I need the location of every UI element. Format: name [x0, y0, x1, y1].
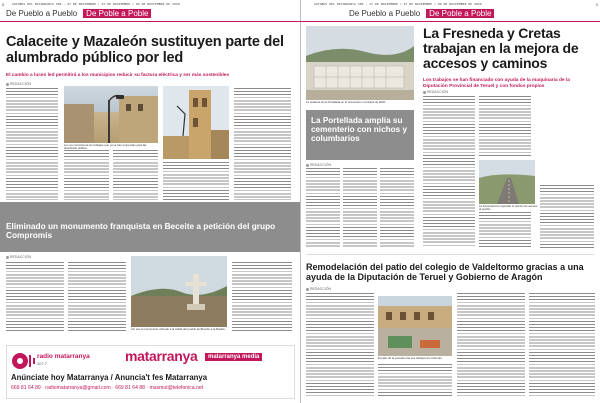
body-text-column [378, 364, 452, 397]
road-photo [479, 160, 535, 204]
article-headline: La Portellada amplía su cementerio con nichos y columbarios [311, 116, 408, 144]
radio-frequency: 107.7 [37, 361, 48, 366]
section-primary: De Pueblo a Pueblo [349, 9, 421, 18]
section-header [349, 7, 494, 20]
body-text-column [64, 150, 109, 200]
section-secondary: De Poble a Poble [426, 9, 494, 18]
body-text-column [163, 162, 229, 200]
article-headline: Eliminado un monumento franquista en Beceite a petición del grupo Compromís [6, 221, 276, 241]
article-headline: La Fresneda y Cretas trabajan en la mejora de accesos y caminos [423, 25, 579, 72]
body-text-column [529, 293, 595, 397]
tower-photo [163, 86, 229, 159]
photo-caption: La Fresneda ha mejorado el camino de acceso al pueblo. [479, 204, 538, 212]
article-subhead: Los trabajos se han financiado con ayuda de la maquinaria de la Diputación Provincial de Teruel y con fondos propios [423, 78, 570, 89]
section-primary: De Pueblo a Pueblo [6, 9, 78, 18]
article-byline: REDACCIÓN [423, 90, 448, 94]
streetlamp-icon [64, 86, 158, 143]
body-text-column [6, 88, 58, 200]
monument-photo [131, 256, 227, 327]
photo-caption: El patio de la escuela tras sus trabajos de reformas. [378, 356, 443, 360]
body-text-column [306, 293, 374, 397]
radio-logo-icon [11, 352, 37, 370]
cemetery-photo [306, 26, 414, 100]
body-text-column [423, 96, 475, 248]
body-text-column [306, 168, 340, 248]
photo-caption: Luz con la farola de los trabajos que ya se han empezado para las alumbrado público. [64, 143, 147, 151]
right-page [300, 0, 600, 403]
header-rule [0, 21, 300, 22]
article-byline: REDACCIÓN [306, 287, 331, 291]
tower-icon [163, 86, 229, 159]
page-number: 9 [595, 2, 598, 7]
body-text-column [232, 262, 292, 332]
patio-icon [378, 296, 452, 356]
body-text-column [113, 150, 158, 200]
photo-caption: Así era el monumento ubicado a la salida del pueblo de Beceite a la Maduá. [131, 327, 226, 331]
advertisement [6, 345, 295, 399]
page-number: 8 [2, 2, 5, 7]
cemetery-icon [306, 26, 414, 100]
photo-caption: La pedanía de la Portellada en el cementerio municipal de 2020. [306, 100, 386, 104]
body-text-column [68, 262, 126, 332]
body-text-column [343, 168, 377, 248]
streetlamp-photo [64, 86, 158, 143]
header-meta: AUTOBÚS DEL MATARRANYA 586 · 27 DE NOVIEMBRE / 07 DE NOVIEMBRE / 09 DE NOVIEMBRE DE 2020 [12, 2, 180, 6]
article-divider [306, 254, 594, 255]
article-byline: REDACCIÓN [6, 255, 31, 259]
radio-name: radio matarranya [37, 353, 90, 360]
body-text-column [479, 212, 531, 248]
header-meta: AUTOBÚS DEL MATARRANYA 586 · 27 DE NOVIEMBRE / 07 DE NOVIEMBRE / 09 DE NOVIEMBRE DE 2020 [314, 2, 482, 6]
road-icon [479, 160, 535, 204]
section-header [6, 7, 151, 20]
monument-icon [131, 256, 227, 327]
ad-contact: 669 81 64 89 · radiomatarranya@gmail.com · 669 81 64 88 · masmut@telefonica.net [11, 385, 204, 391]
ad-slogan: Anúnciate hoy Matarranya / Anuncia't fes Matarranya [11, 373, 208, 382]
body-text-column [234, 88, 291, 200]
article-headline: Calaceite y Mazaleón sustituyen parte del alumbrado público por led [6, 34, 284, 66]
body-text-column [479, 96, 531, 158]
article-headline: Remodelación del patio del colegio de Valdeltormo gracias a una ayuda de la Diputación de Teruel y Gobierno de Aragón [306, 262, 584, 282]
section-secondary: De Poble a Poble [83, 9, 151, 18]
brand-logo: matarranya [125, 348, 198, 364]
body-text-column [540, 185, 594, 248]
body-text-column [457, 293, 525, 397]
article-subhead: El cambio a luces led permitirá a los municipios reducir su factura eléctrica y ser más sostenibles [6, 73, 230, 78]
article-byline: REDACCIÓN [6, 82, 31, 86]
header-rule [300, 21, 600, 22]
brand-media-logo: matarranya media [205, 353, 262, 361]
body-text-column [6, 262, 64, 332]
article-byline: REDACCIÓN [306, 163, 331, 167]
body-text-column [380, 168, 414, 248]
school-patio-photo [378, 296, 452, 356]
